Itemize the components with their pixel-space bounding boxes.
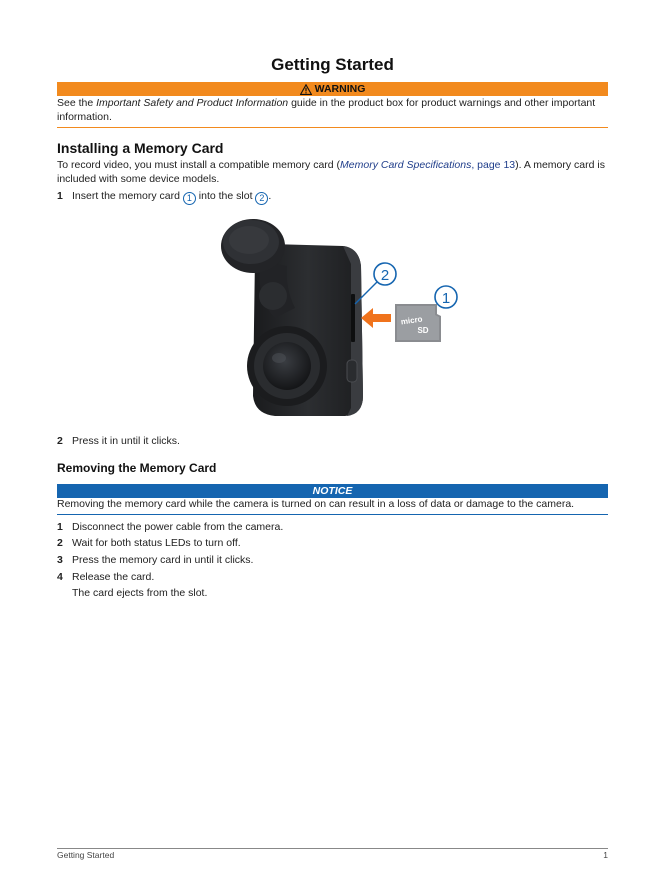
remove-step-3: 3 Press the memory card in until it clicks. — [57, 554, 254, 566]
warning-rule — [57, 127, 608, 128]
warning-label: WARNING — [314, 83, 366, 95]
figure-callout-2: 2 — [380, 267, 390, 284]
insert-arrow-icon — [361, 308, 391, 328]
notice-banner — [57, 484, 608, 498]
footer-page-number: 1 — [603, 850, 608, 860]
install-step-2: 2 Press it in until it clicks. — [57, 435, 180, 447]
footer-section: Getting Started — [57, 850, 115, 860]
footer-rule — [57, 848, 608, 849]
remove-step-4: 4 Release the card. — [57, 571, 155, 583]
install-step-1: 1 Insert the memory card 1 into the slot 2 . — [57, 190, 272, 203]
callout-1: 1 — [183, 192, 196, 205]
card-logo-sd: SD — [417, 326, 429, 335]
installing-heading: Installing a Memory Card — [57, 140, 224, 156]
notice-text: Removing the memory card while the camera is turned on can result in a loss of data or damage to the camera. — [57, 498, 575, 510]
microsd-card — [395, 304, 441, 342]
notice-label: NOTICE — [312, 485, 353, 497]
warning-icon — [300, 84, 312, 95]
remove-result: The card ejects from the slot. — [72, 587, 208, 599]
safety-guide-title: Important Safety and Product Information — [96, 97, 289, 109]
warning-banner — [57, 82, 608, 96]
page-title: Getting Started — [271, 55, 394, 74]
remove-step-2: 2 Wait for both status LEDs to turn off. — [57, 537, 241, 549]
installing-intro: To record video, you must install a compatible memory card (Memory Card Specifications, page 13). A memory card is included with some device models. — [57, 159, 605, 185]
figure-callout-1: 1 — [441, 290, 451, 307]
warning-text: See the Important Safety and Product Information guide in the product box for product warnings and other important information. — [57, 97, 596, 123]
notice-rule — [57, 514, 608, 515]
callout-2: 2 — [255, 192, 268, 205]
memory-card-specs-link[interactable]: Memory Card Specifications, page 13 — [340, 159, 516, 171]
memory-card-figure — [175, 208, 495, 423]
remove-step-1: 1 Disconnect the power cable from the camera. — [57, 521, 284, 533]
card-logo-micro: micro — [400, 314, 424, 327]
dash-camera — [221, 219, 363, 416]
removing-heading: Removing the Memory Card — [57, 461, 217, 475]
